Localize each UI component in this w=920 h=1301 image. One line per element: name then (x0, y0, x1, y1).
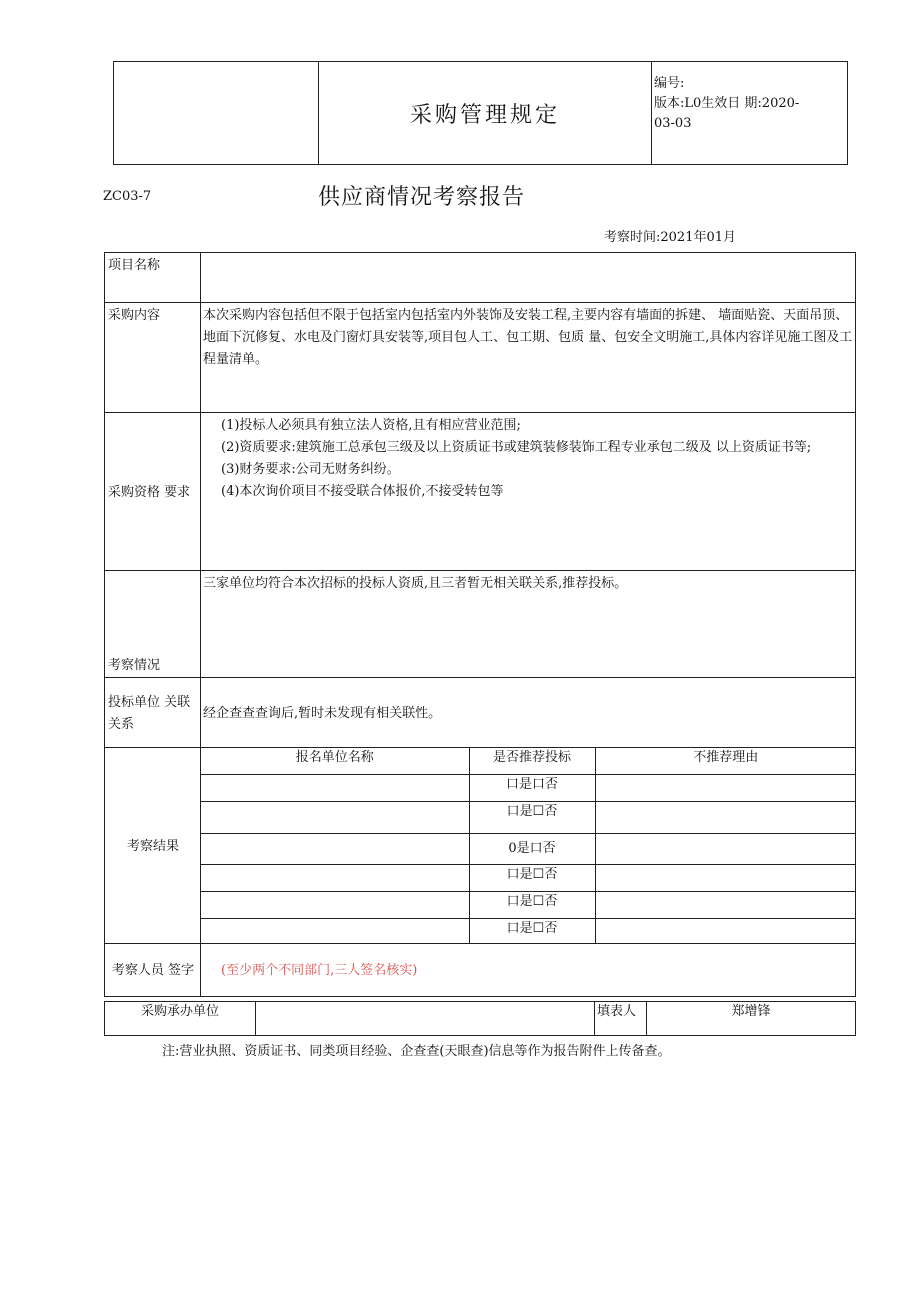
results-table (201, 748, 856, 943)
header-title: 采购管理规定 (319, 62, 652, 165)
dept-value[interactable] (256, 1002, 595, 1036)
result-unit-name[interactable] (201, 774, 469, 801)
qualification-item-1: (1)投标人必须具有独立法人资格,且有相应营业范围; (221, 418, 521, 433)
relation-value[interactable]: 经企查查查询后,暂时未发现有相关联性。 (201, 678, 856, 748)
result-reason[interactable] (595, 864, 856, 891)
result-reason[interactable] (595, 833, 856, 864)
inspection-label: 考察情况 (105, 571, 201, 678)
inspection-value[interactable]: 三家单位均符合本次招标的投标人资质,且三者暂无相关联关系,推荐投标。 (201, 571, 856, 678)
doc-code: ZC03-7 (103, 189, 152, 204)
relation-label: 投标单位 关联关系 (105, 678, 201, 748)
purchase-content-label: 采购内容 (105, 303, 201, 413)
result-unit-name[interactable] (201, 891, 469, 918)
results-header-choice: 是否推荐投标 (469, 748, 595, 774)
result-reason[interactable] (595, 801, 856, 833)
table-row (201, 918, 856, 943)
result-choice-checkbox[interactable]: 口是☐否 (469, 864, 595, 891)
project-name-label: 项目名称 (105, 253, 201, 303)
footnote: 注:营业执照、资质证书、同类项目经验、企查查(天眼查)信息等作为报告附件上传备查。 (162, 1044, 671, 1059)
filler-label: 填表人 (595, 1002, 647, 1036)
qualification-label: 采购资格 要求 (105, 413, 201, 571)
result-choice-checkbox[interactable]: 0是口否 (469, 833, 595, 864)
qualification-item-3: (3)财务要求:公司无财务纠纷。 (221, 462, 400, 477)
qualification-item-4: (4)本次询价项目不接受联合体报价,不接受转包等 (221, 484, 504, 499)
result-reason[interactable] (595, 774, 856, 801)
footer-table (104, 1001, 856, 1036)
result-reason[interactable] (595, 891, 856, 918)
inspection-date: 考察时间:2021年01月 (604, 230, 737, 245)
result-reason[interactable] (595, 918, 856, 943)
result-unit-name[interactable] (201, 833, 469, 864)
header-number: 编号: (654, 76, 685, 91)
qualification-value[interactable] (201, 413, 856, 571)
dept-label: 采购承办单位 (105, 1002, 256, 1036)
result-choice-checkbox[interactable]: 口是口否 (469, 774, 595, 801)
table-row (201, 891, 856, 918)
results-cell (201, 748, 856, 944)
report-form (104, 252, 856, 997)
table-row (201, 864, 856, 891)
project-name-value[interactable] (201, 253, 856, 303)
results-header-name: 报名单位名称 (201, 748, 469, 774)
result-unit-name[interactable] (201, 864, 469, 891)
doc-title: 供应商情况考察报告 (318, 185, 526, 210)
signature-hint[interactable]: (至少两个不同部门,三人签名核实) (201, 944, 856, 997)
table-row (201, 801, 856, 833)
signature-label: 考察人员 签字 (105, 944, 201, 997)
header-info (652, 62, 848, 165)
qualification-item-2: (2)资质要求:建筑施工总承包三级及以上资质证书或建筑装修装饰工程专业承包二级及 以上资质证书等; (221, 440, 812, 455)
result-choice-checkbox[interactable]: 口是☐否 (469, 918, 595, 943)
results-header-reason: 不推荐理由 (595, 748, 856, 774)
result-choice-checkbox[interactable]: 口是☐否 (469, 801, 595, 833)
table-row (201, 774, 856, 801)
header-logo-cell (114, 62, 319, 165)
result-unit-name[interactable] (201, 801, 469, 833)
header-version-cont: 03-03 (654, 116, 692, 131)
header-box (113, 61, 848, 165)
purchase-content-value[interactable]: 本次采购内容包括但不限于包括室内包括室内外装饰及安装工程,主要内容有墙面的拆建、 墙面贴瓷、天面吊顶、地面下沉修复、水电及门窗灯具安装等,项目包人工、包工期、包质 量、包安全文明施工,具体内容详见施工图及工程量清单。 (201, 303, 856, 413)
result-unit-name[interactable] (201, 918, 469, 943)
result-choice-checkbox[interactable]: 口是☐否 (469, 891, 595, 918)
filler-value[interactable]: 郑增锋 (647, 1002, 856, 1036)
table-row (201, 833, 856, 864)
results-label: 考察结果 (105, 748, 201, 944)
header-version: 版本:L0生效日 期:2020- (654, 96, 800, 111)
